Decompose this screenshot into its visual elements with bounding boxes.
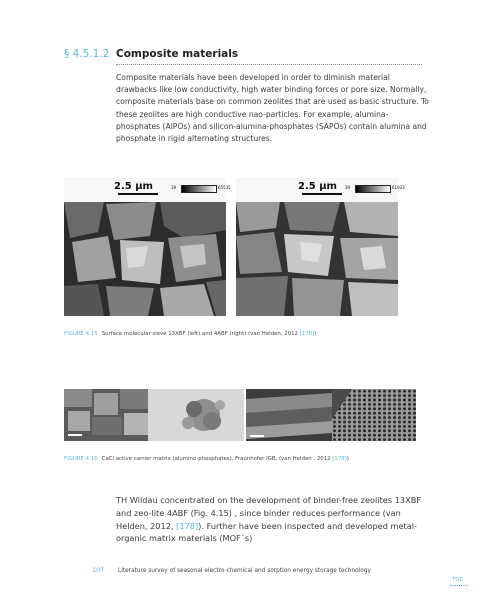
micrograph-13xbf	[64, 178, 231, 316]
carrier-matrix-photo-3	[246, 389, 332, 441]
micrograph-image	[64, 202, 226, 316]
scale-label: 2.5 µm	[114, 181, 153, 192]
body-text: ). Further have been inspected and developed metal-organic matrix materials (MOF´s)	[116, 520, 417, 544]
section-title: Composite materials	[116, 48, 239, 60]
micrograph-4abf	[236, 178, 405, 316]
figure-4-16-caption	[64, 456, 349, 462]
toc-link[interactable]: TOC	[452, 577, 464, 583]
figure-label: FIGURE 4.15	[64, 331, 98, 337]
caption-text: Surface molecular sieve 13XBF (left) and 4ABF (right) (van Helden, 2012	[101, 331, 300, 337]
carrier-matrix-photo-4	[332, 389, 416, 441]
intensity-max: 61923	[392, 185, 405, 190]
running-title: Literature survey of seasonal electro-chemical and sorption energy storage technology	[118, 568, 371, 574]
citation-link[interactable]: [178]	[176, 520, 199, 531]
scale-bar	[118, 193, 158, 195]
intensity-min: 39	[171, 185, 177, 190]
body-paragraph	[116, 494, 426, 545]
citation-link[interactable]: [178]	[332, 456, 347, 462]
figure-4-15-caption	[64, 331, 316, 337]
intensity-gradient	[355, 185, 391, 193]
scale-bar	[302, 193, 342, 195]
intensity-gradient	[181, 185, 217, 193]
citation-link[interactable]: [178]	[299, 331, 315, 337]
caption-text: CaCl active carrier matrix (alumino-phosphates), Fraunhofer IGB, (van Helden , 2012	[101, 456, 333, 462]
body-text: TH Wildau concentrated on the development of binder-free zeolites 13XBF and zeo-lite 4ABF (Fig. 4.15) , since binder reduces performance (van Helden, 2012,	[116, 495, 422, 531]
intensity-max: 65535	[218, 185, 231, 190]
page-number: 107	[92, 566, 105, 574]
caption-close: )	[314, 331, 317, 337]
section-paragraph: Composite materials have been developed in order to diminish material drawbacks like low conductivity, high water binding forces or pore size. Normally, composite materials base on common zeolites that are used as basic structure. To these zeolites are high conductive nao-particles. For example, alumina-phosphates (AlPOs) and silicon-alumina-phosphates (SAPOs) contain alumina and phosphate in rigid alternating structures.	[116, 73, 429, 144]
carrier-matrix-photo-2	[148, 389, 244, 441]
figure-label: FIGURE 4.16	[64, 456, 98, 462]
page-footer	[92, 566, 371, 574]
section-heading	[64, 48, 238, 60]
dotted-rule	[116, 64, 422, 65]
caption-close: )	[346, 456, 349, 462]
toc-underline	[450, 585, 468, 586]
micrograph-image	[236, 202, 398, 316]
section-number: § 4.5.1.2	[64, 48, 110, 60]
carrier-matrix-photo-1	[64, 389, 148, 441]
intensity-min: 39	[345, 185, 351, 190]
scale-label: 2.5 µm	[298, 181, 337, 192]
